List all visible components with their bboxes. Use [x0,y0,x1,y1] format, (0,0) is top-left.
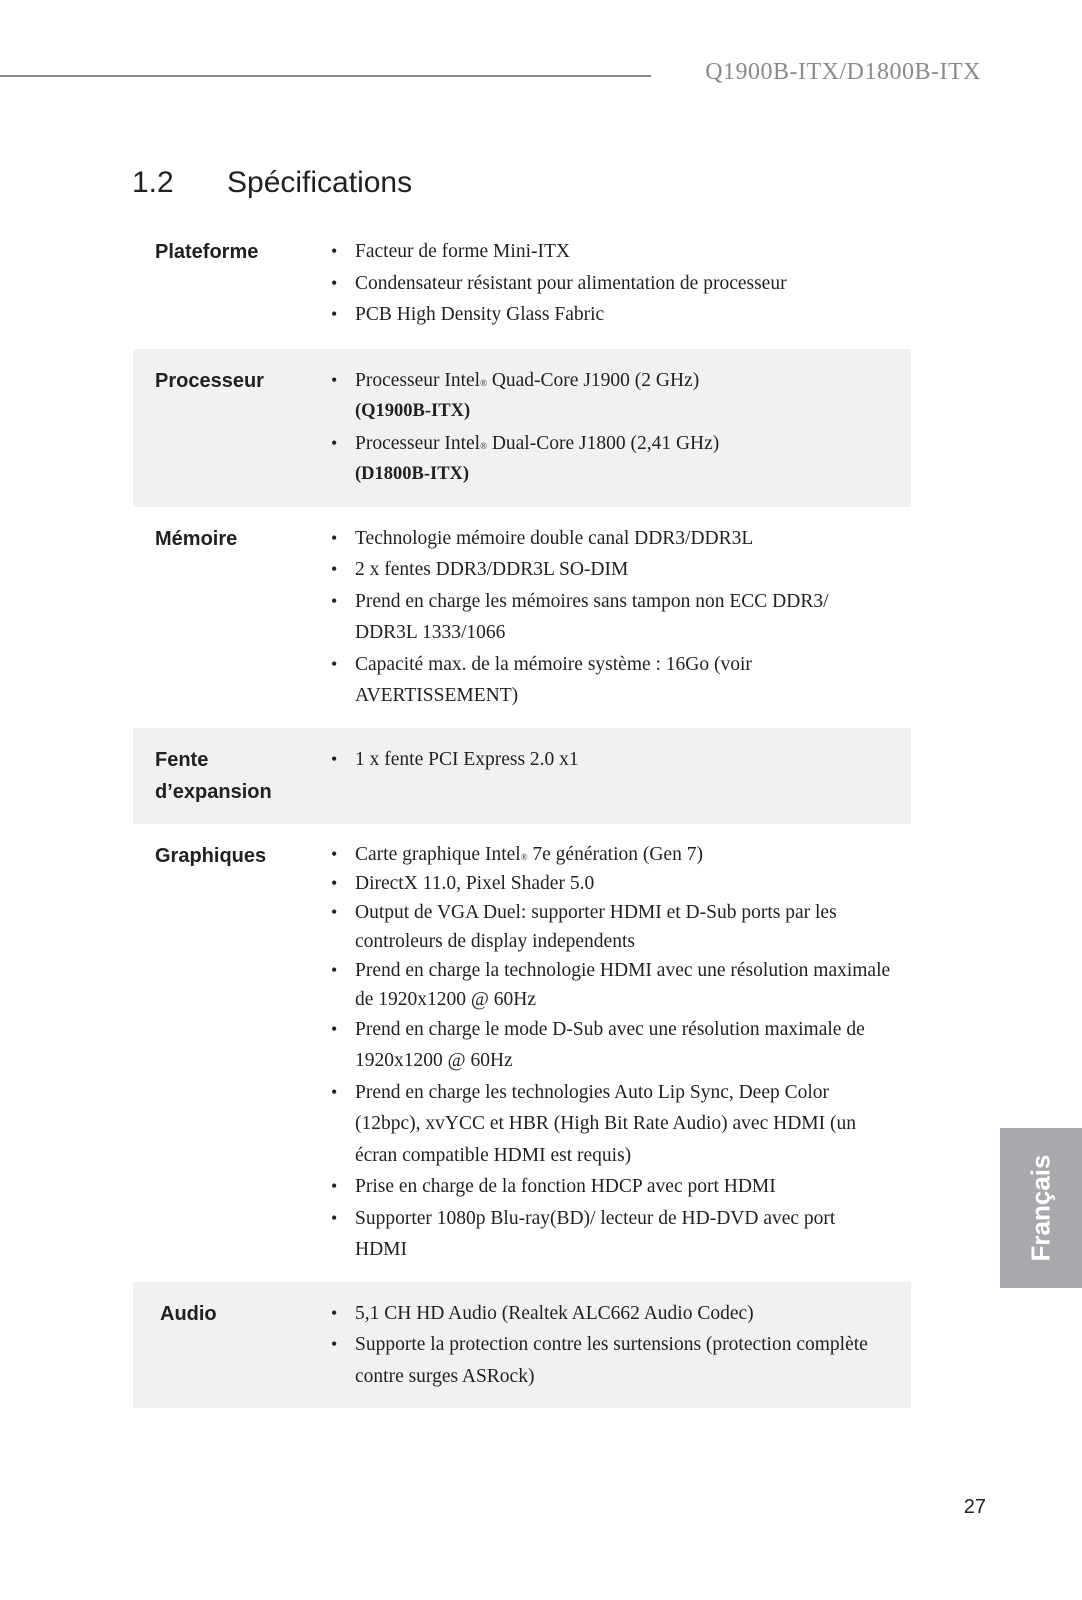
page-number: 27 [963,1496,986,1518]
spec-item: • Technologie mémoire double canal DDR3/DDR3L [331,523,911,555]
spec-item-text: 7e génération (Gen 7) [527,843,703,865]
spec-row-graphics [133,824,911,1282]
spec-item-text: Processeur Intel [355,432,481,454]
spec-items-memory [331,523,911,712]
spec-item: • Capacité max. de la mémoire système : 16Go (voir AVERTISSEMENT) [331,649,911,712]
spec-label-audio: Audio [160,1302,217,1325]
spec-label-graphics: Graphiques [155,844,267,867]
spec-item: • 2 x fentes DDR3/DDR3L SO-DIM [331,554,911,586]
spec-row-audio [133,1282,911,1409]
spec-item: • Prise en charge de la fonction HDCP avec port HDMI [331,1171,911,1203]
section-title [132,166,412,200]
spec-row-processor [133,349,911,507]
spec-item: • Supporte la protection contre les surtensions (protection complète contre surges ASRock) [331,1329,911,1392]
spec-item: • Prend en charge le mode D-Sub avec une résolution maximale de 1920x1200 @ 60Hz [331,1014,911,1077]
spec-label-line: d’expansion [155,780,272,803]
spec-item: • PCB High Density Glass Fabric [331,299,911,331]
header-model-name: Q1900B-ITX/D1800B-ITX [705,59,981,85]
spec-label-platform: Plateforme [155,241,259,263]
spec-item: • Condensateur résistant pour alimentation de processeur [331,268,911,300]
spec-items-audio [331,1298,911,1393]
spec-label-line: Fente [155,748,209,771]
spec-item: • Supporter 1080p Blu-ray(BD)/ lecteur de HD-DVD avec port HDMI [331,1203,911,1266]
registered-mark: ® [520,851,528,862]
language-tab [1000,1128,1082,1288]
spec-item-model: (Q1900B-ITX) [355,401,471,421]
spec-label-processor: Processeur [155,369,264,392]
section-title-text: Spécifications [227,166,413,199]
spec-item [331,365,911,428]
spec-item: • DirectX 11.0, Pixel Shader 5.0 [331,869,911,898]
spec-item: • Output de VGA Duel: supporter HDMI et D-Sub ports par les controleurs de display independents [331,898,911,956]
spec-label-expansion-slot [133,744,331,808]
section-number: 1.2 [132,166,174,199]
spec-item-text: Quad-Core J1900 (2 GHz) [486,369,700,391]
spec-items-expansion-slot [331,744,911,808]
spec-item-text: Processeur Intel [355,369,481,391]
header-rule [0,75,651,77]
spec-items-platform [331,236,911,331]
spec-table [133,230,911,1408]
spec-item: • Prend en charge la technologie HDMI avec une résolution maximale de 1920x1200 @ 60Hz [331,956,911,1014]
spec-item: • 5,1 CH HD Audio (Realtek ALC662 Audio Codec) [331,1298,911,1330]
spec-item-text: Dual-Core J1800 (2,41 GHz) [486,432,720,454]
spec-items-processor [331,365,911,491]
spec-item-model: (D1800B-ITX) [355,464,470,484]
spec-item: • Prend en charge les technologies Auto Lip Sync, Deep Color (12bpc), xvYCC et HBR (High Bit Rate Audio) avec HDMI (un écran compatible HDMI est requis) [331,1077,911,1172]
spec-row-platform [133,230,911,349]
spec-items-graphics [331,840,911,1266]
registered-mark: ® [480,440,487,451]
spec-item-text: Carte graphique Intel [355,843,521,865]
spec-item: • Facteur de forme Mini-ITX [331,236,911,268]
registered-mark: ® [480,377,487,388]
spec-row-expansion-slot [133,728,911,824]
spec-row-memory [133,507,911,728]
spec-label-memory: Mémoire [155,527,238,550]
spec-item: • 1 x fente PCI Express 2.0 x1 [331,744,911,776]
language-tab-label: Français [1025,1154,1056,1262]
spec-item [331,428,911,491]
spec-item [331,840,911,869]
spec-item: • Prend en charge les mémoires sans tampon non ECC DDR3/ DDR3L 1333/1066 [331,586,911,649]
